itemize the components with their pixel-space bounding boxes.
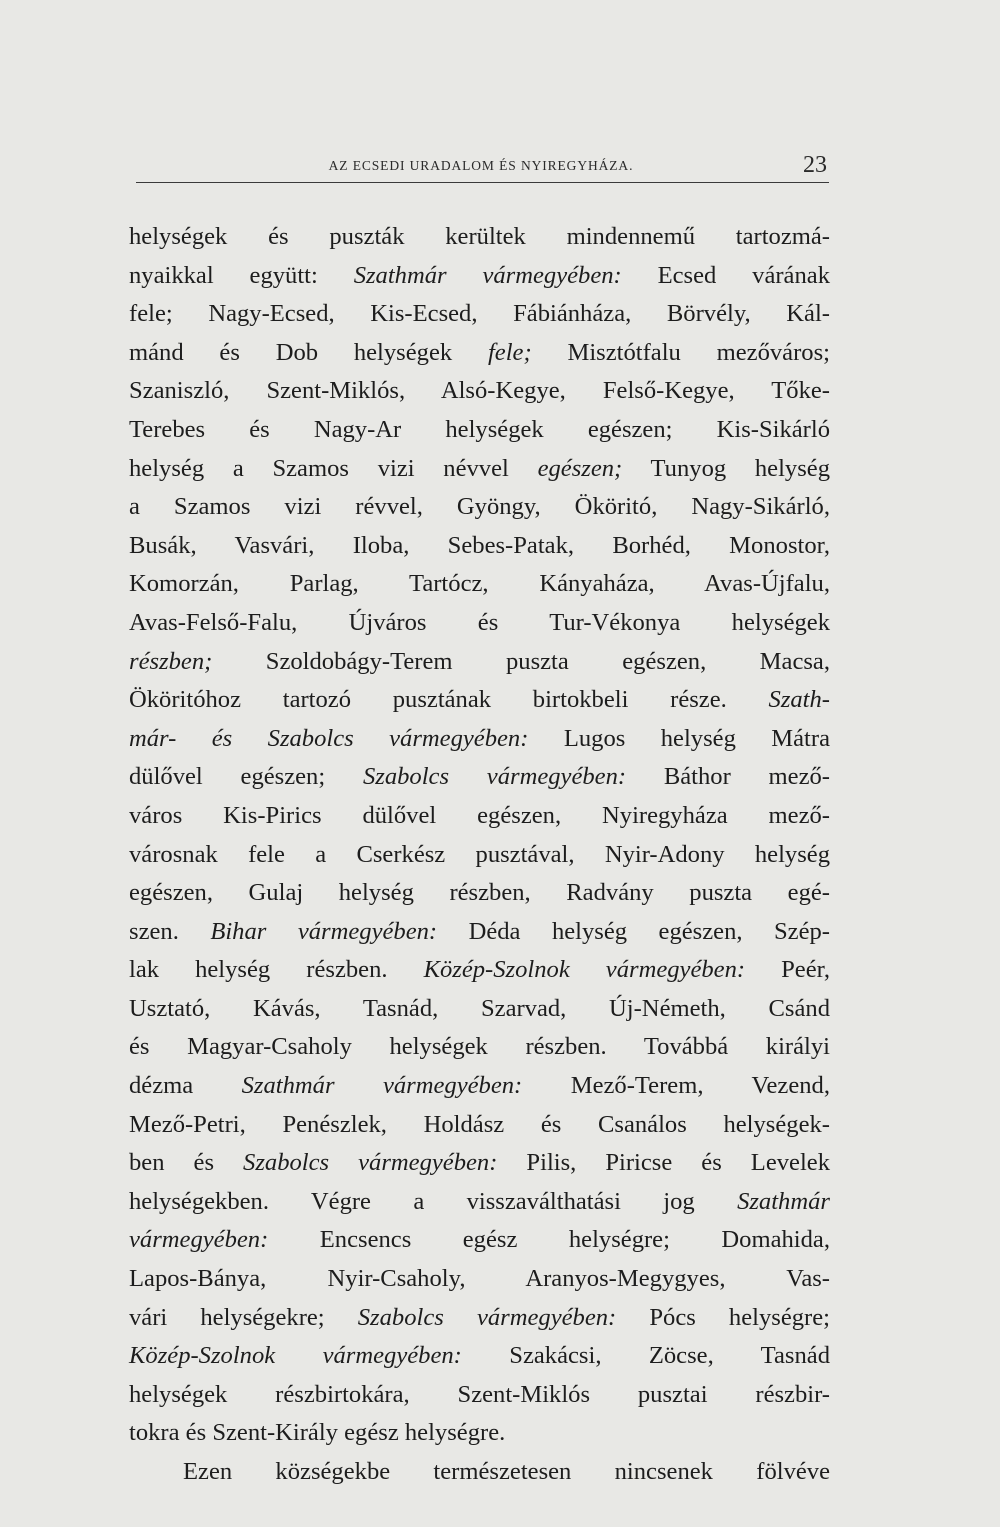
text-segment: Szakácsi, Zöcse, Tasnád	[461, 1342, 830, 1370]
italic-text-segment: fele;	[487, 338, 532, 366]
text-segment: helységek és puszták kerültek mindennemű tartozmá-	[129, 223, 830, 250]
text-segment: a Szamos vizi révvel, Gyöngy, Ököritó, Nagy-Sikárló,	[129, 493, 830, 521]
text-segment: Ököritóhoz tartozó pusztának birtokbeli része.	[129, 686, 769, 714]
body-text	[129, 218, 830, 1492]
text-line	[129, 411, 830, 450]
text-segment: helységek részbirtokára, Szent-Miklós pusztai részbir-	[129, 1380, 830, 1408]
text-segment: Encsencs egész helységre; Domahida,	[268, 1226, 830, 1254]
text-line	[129, 951, 830, 990]
italic-text-segment: egészen;	[537, 454, 623, 482]
page-number: 23	[803, 152, 827, 178]
text-segment: szen.	[129, 917, 211, 945]
text-line	[129, 450, 830, 489]
text-line	[129, 836, 830, 875]
text-segment: Lugos helység Mátra	[528, 724, 830, 752]
text-segment: Pilis, Piricse és Levelek	[497, 1149, 830, 1177]
text-segment: Avas-Felső-Falu, Újváros és Tur-Vékonya helységek	[129, 608, 830, 636]
text-segment: Ecsed várának	[621, 261, 830, 289]
text-segment: Misztótfalu mezőváros;	[531, 338, 830, 366]
text-segment: Szoldobágy-Terem puszta egészen, Macsa,	[212, 647, 830, 675]
text-line	[129, 797, 830, 836]
italic-text-segment: vármegyében:	[129, 1226, 269, 1254]
italic-text-segment: részben;	[129, 647, 213, 675]
text-segment: Báthor mező-	[626, 763, 831, 791]
text-line	[129, 565, 830, 604]
italic-text-segment: Szabolcs vármegyében:	[362, 763, 627, 791]
text-segment: Tunyog helység	[622, 454, 831, 482]
page-header	[136, 152, 829, 183]
text-line	[129, 1376, 830, 1415]
text-line	[129, 604, 830, 643]
text-line	[129, 527, 830, 566]
text-segment: Mező-Petri, Penészlek, Holdász és Csanálos helységek-	[129, 1110, 830, 1138]
text-line	[129, 1028, 830, 1067]
text-line	[129, 295, 830, 334]
text-line	[129, 1183, 830, 1222]
text-line	[129, 1453, 830, 1492]
text-line	[129, 758, 830, 797]
text-segment: vári helységekre;	[129, 1303, 358, 1331]
text-segment: tokra és Szent-Király egész helységre.	[129, 1419, 506, 1447]
italic-text-segment: már- és Szabolcs vármegyében:	[129, 724, 529, 752]
text-segment: és Magyar-Csaholy helységek részben. Továbbá királyi	[129, 1033, 830, 1061]
text-line	[129, 990, 830, 1029]
text-segment: dülővel egészen;	[129, 763, 363, 791]
text-segment: Peér,	[745, 956, 830, 984]
text-segment: városnak fele a Cserkész pusztával, Nyir-Adony helység	[129, 840, 830, 868]
text-segment: Busák, Vasvári, Iloba, Sebes-Patak, Borhéd, Monostor,	[129, 531, 830, 559]
text-segment: lak helység részben.	[129, 956, 424, 984]
text-segment: Déda helység egészen, Szép-	[437, 917, 830, 945]
text-line	[129, 681, 830, 720]
text-line	[129, 1106, 830, 1145]
text-line	[129, 334, 830, 373]
italic-text-segment: Közép-Szolnok vármegyében:	[423, 956, 746, 984]
italic-text-segment: Szabolcs vármegyében:	[357, 1303, 617, 1331]
text-segment: egészen, Gulaj helység részben, Radvány puszta egé-	[129, 879, 830, 907]
text-segment: Pócs helységre;	[616, 1303, 830, 1331]
text-line	[129, 1144, 830, 1183]
italic-text-segment: Szathmár vármegyében:	[353, 261, 622, 289]
text-segment: fele; Nagy-Ecsed, Kis-Ecsed, Fábiánháza, Börvély, Kál-	[129, 300, 830, 328]
text-segment: Komorzán, Parlag, Tartócz, Kányaháza, Avas-Újfalu,	[129, 570, 830, 598]
text-segment: város Kis-Pirics dülővel egészen, Nyiregyháza mező-	[129, 801, 830, 829]
running-title: AZ ECSEDI URADALOM ÉS NYIREGYHÁZA.	[328, 158, 634, 173]
text-line	[129, 874, 830, 913]
italic-text-segment: Szabolcs vármegyében:	[243, 1149, 498, 1177]
text-line	[129, 1221, 830, 1260]
text-line	[129, 643, 830, 682]
text-line	[129, 257, 830, 296]
text-line	[129, 1337, 830, 1376]
text-line	[129, 1299, 830, 1338]
italic-text-segment: Bihar vármegyében:	[210, 917, 438, 945]
text-line	[129, 372, 830, 411]
text-segment: Ezen községekbe természetesen nincsenek fölvéve	[183, 1458, 830, 1485]
text-segment: Terebes és Nagy-Ar helységek egészen; Kis-Sikárló	[129, 415, 830, 443]
text-segment: helységekben. Végre a visszaválthatási jog	[129, 1187, 738, 1215]
text-segment: dézma	[129, 1072, 242, 1100]
text-segment: nyaikkal együtt:	[129, 261, 354, 289]
italic-text-segment: Szath-	[768, 686, 830, 714]
italic-text-segment: Szathmár	[737, 1187, 830, 1215]
italic-text-segment: Közép-Szolnok vármegyében:	[129, 1342, 462, 1370]
text-line	[129, 1067, 830, 1106]
text-segment: Szaniszló, Szent-Miklós, Alsó-Kegye, Felső-Kegye, Tőke-	[129, 377, 830, 405]
italic-text-segment: Szathmár vármegyében:	[241, 1072, 523, 1100]
text-segment: ben és	[129, 1149, 244, 1177]
text-line	[129, 1414, 830, 1453]
text-segment: helység a Szamos vizi névvel	[129, 454, 538, 482]
text-line	[129, 913, 830, 952]
text-line	[129, 218, 830, 257]
text-segment: Usztató, Kávás, Tasnád, Szarvad, Új-Németh, Csánd	[129, 994, 830, 1022]
text-segment: mánd és Dob helységek	[129, 338, 488, 366]
text-line	[129, 720, 830, 759]
text-segment: Lapos-Bánya, Nyir-Csaholy, Aranyos-Megygyes, Vas-	[129, 1265, 830, 1293]
text-segment: Mező-Terem, Vezend,	[522, 1072, 830, 1100]
text-line	[129, 488, 830, 527]
text-line	[129, 1260, 830, 1299]
